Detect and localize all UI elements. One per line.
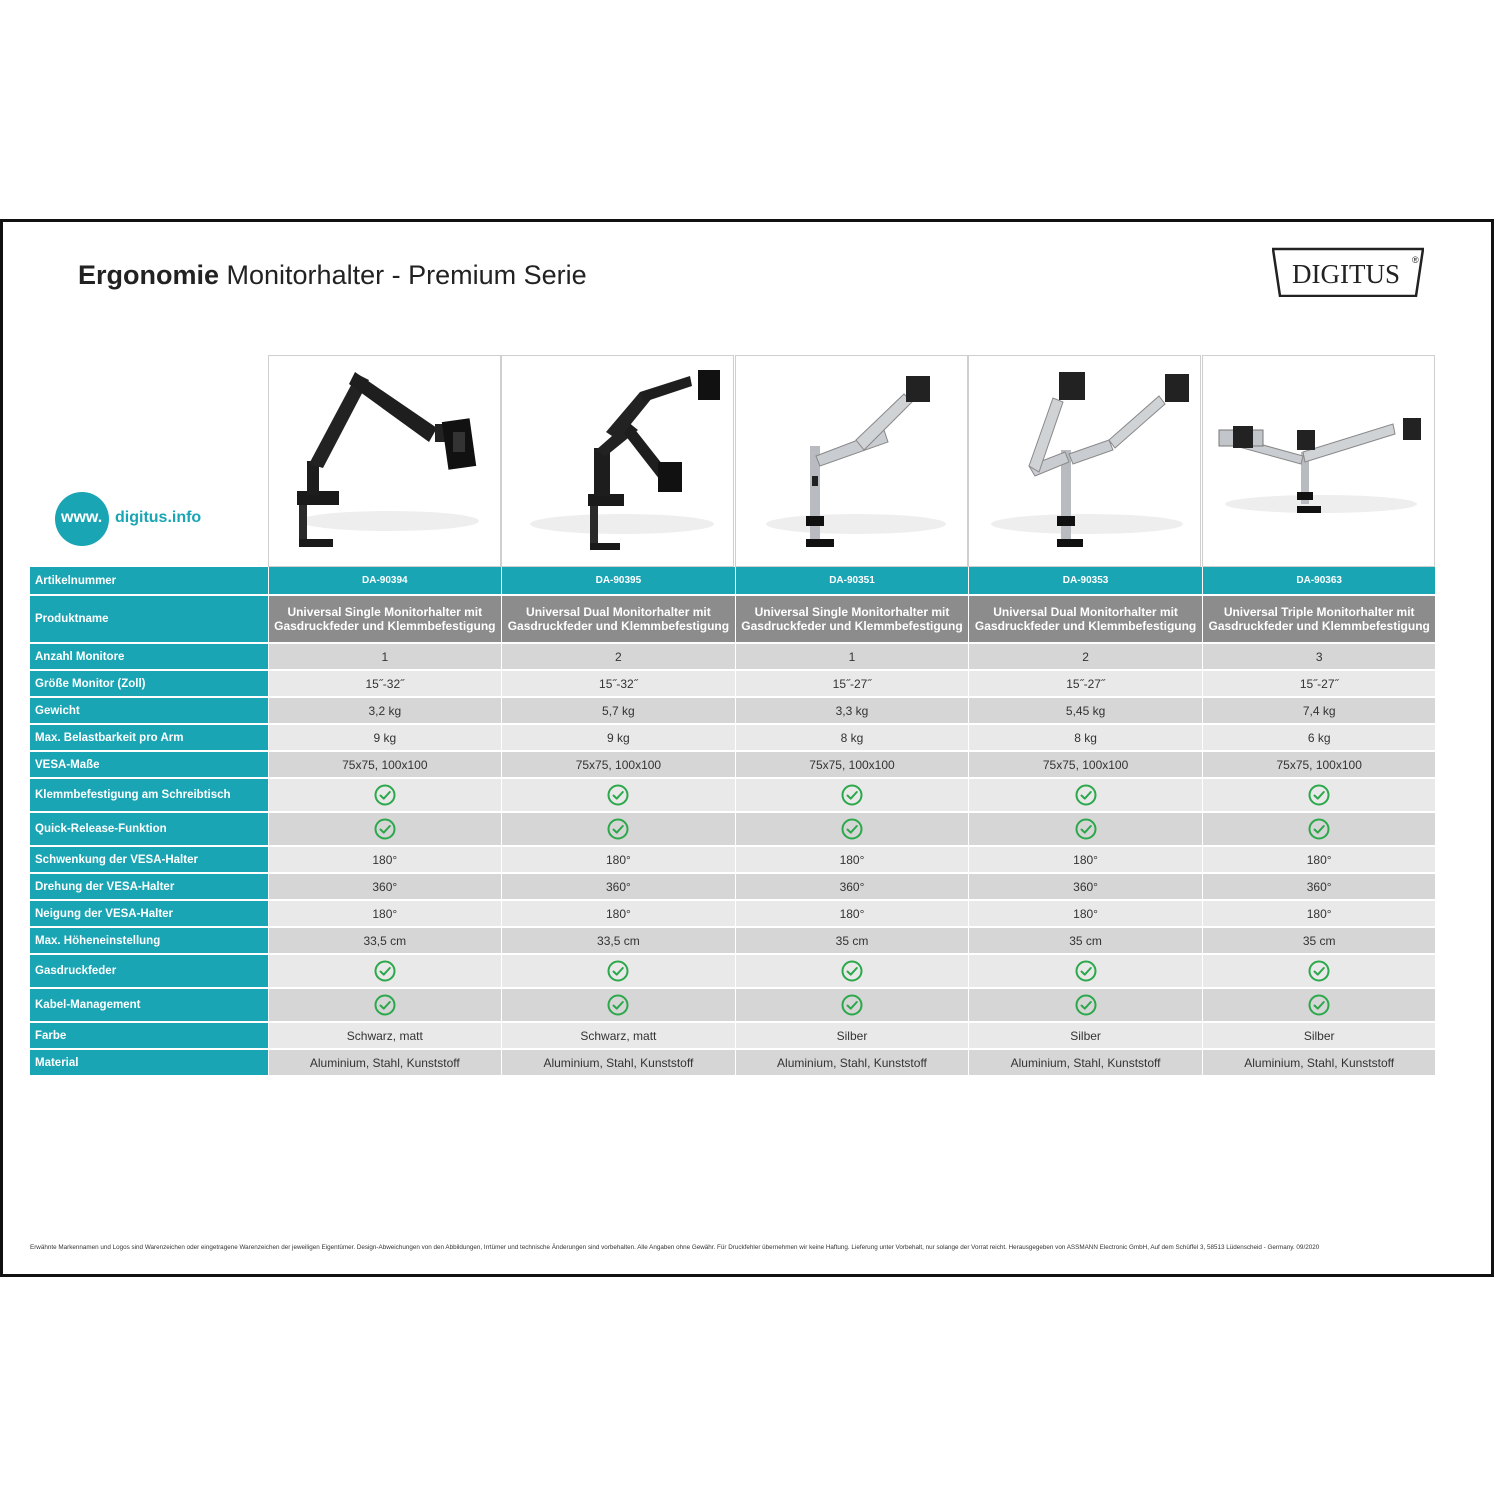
spec-row-label: Kabel-Management [30,988,268,1022]
spec-row [30,954,1436,988]
spec-row-label: Neigung der VESA-Halter [30,900,268,927]
spec-cell-value: 3,2 kg [268,697,502,724]
check-circle-icon [841,960,863,982]
spec-cell-check [735,778,969,812]
spec-cell-value: 7,4 kg [1202,697,1436,724]
check-circle-icon [841,994,863,1016]
check-circle-icon [374,818,396,840]
spec-row [30,724,1436,751]
spec-cell-value: 3,3 kg [735,697,969,724]
check-circle-icon [1075,818,1097,840]
check-circle-icon [374,960,396,982]
spec-cell-value: DA-90351 [735,567,969,595]
spec-row-label: VESA-Maße [30,751,268,778]
spec-cell-value: 180° [268,900,502,927]
spec-cell-value: Silber [969,1022,1203,1049]
spec-cell-value: 180° [268,846,502,873]
check-circle-icon [607,784,629,806]
spec-cell-value: 75x75, 100x100 [502,751,736,778]
spec-cell-value: 15˝-32˝ [268,670,502,697]
spec-cell-value: 180° [502,846,736,873]
spec-row-label: Produktname [30,595,268,643]
spec-cell-value: 180° [1202,900,1436,927]
spec-cell-value: 75x75, 100x100 [268,751,502,778]
spec-cell-value: Aluminium, Stahl, Kunststoff [1202,1049,1436,1076]
spec-cell-value: 33,5 cm [268,927,502,954]
spec-cell-value: Schwarz, matt [268,1022,502,1049]
spec-row [30,751,1436,778]
spec-cell-value: 9 kg [502,724,736,751]
spec-cell-value: 8 kg [735,724,969,751]
brand-registered-mark: ® [1412,255,1419,265]
spec-cell-value: 75x75, 100x100 [969,751,1203,778]
spec-cell-check [268,954,502,988]
spec-cell-check [502,778,736,812]
spec-cell-check [502,988,736,1022]
spec-cell-value: Silber [735,1022,969,1049]
check-circle-icon [607,960,629,982]
spec-cell-value: Aluminium, Stahl, Kunststoff [969,1049,1203,1076]
spec-cell-value: 180° [735,900,969,927]
spec-cell-value: 180° [969,900,1203,927]
check-circle-icon [1308,994,1330,1016]
legal-footer: Erwähnte Markennamen und Logos sind Warenzeichen oder eingetragene Warenzeichen der jeweiligen Eigentümer. Design-Abweichungen von den Abbildungen, Irrtümer und technische Änderungen sind vorbehalten. Alle Angaben ohne Gewähr. Für Druckfehler übernehmen wir keine Haftung. Lieferung unter Vorbehalt, nur solange der Vorrat reicht. Herausgegeben von ASSMANN Electronic GmbH, Auf dem Schüffel 3, 58513 Lüdenscheid - Germany. 09/2020 [30,1244,1320,1251]
spec-row [30,643,1436,670]
product-image-1 [268,355,501,567]
product-image-5 [1202,355,1435,567]
spec-cell-value: Universal Triple Monitorhalter mit Gasdruckfeder und Klemmbefestigung [1202,595,1436,643]
spec-cell-value: 180° [1202,846,1436,873]
spec-cell-value: 2 [502,643,736,670]
check-circle-icon [1075,960,1097,982]
spec-cell-value: 360° [1202,873,1436,900]
spec-row-label: Drehung der VESA-Halter [30,873,268,900]
spec-row-label: Anzahl Monitore [30,643,268,670]
spec-row-label: Schwenkung der VESA-Halter [30,846,268,873]
title-rest: Monitorhalter - Premium Serie [219,260,587,290]
spec-cell-value: 180° [969,846,1203,873]
spec-row-label: Farbe [30,1022,268,1049]
check-circle-icon [841,784,863,806]
spec-cell-value: 5,45 kg [969,697,1203,724]
spec-row-label: Quick-Release-Funktion [30,812,268,846]
check-circle-icon [1308,818,1330,840]
check-circle-icon [374,994,396,1016]
spec-cell-value: 33,5 cm [502,927,736,954]
spec-row-label: Max. Belastbarkeit pro Arm [30,724,268,751]
spec-row [30,846,1436,873]
spec-row-label: Gewicht [30,697,268,724]
brand-name: DIGITUS [1292,259,1400,289]
check-circle-icon [841,818,863,840]
website-prefix: www. [61,509,103,526]
spec-cell-check [268,988,502,1022]
product-image-4 [968,355,1201,567]
spec-row [30,873,1436,900]
spec-row [30,900,1436,927]
spec-cell-value: 15˝-27˝ [1202,670,1436,697]
spec-row [30,1022,1436,1049]
title-bold: Ergonomie [78,260,220,290]
spec-cell-value: 8 kg [969,724,1203,751]
check-circle-icon [1075,994,1097,1016]
spec-cell-value: Universal Dual Monitorhalter mit Gasdruckfeder und Klemmbefestigung [502,595,736,643]
check-circle-icon [607,994,629,1016]
spec-cell-value: 360° [735,873,969,900]
spec-row-label: Gasdruckfeder [30,954,268,988]
spec-row [30,670,1436,697]
spec-cell-check [1202,988,1436,1022]
spec-cell-value: 75x75, 100x100 [1202,751,1436,778]
check-circle-icon [374,784,396,806]
spec-cell-check [969,778,1203,812]
spec-row-label: Klemmbefestigung am Schreibtisch [30,778,268,812]
website-domain: digitus.info [115,509,202,526]
spec-cell-value: Aluminium, Stahl, Kunststoff [502,1049,736,1076]
spec-cell-value: Aluminium, Stahl, Kunststoff [735,1049,969,1076]
spec-cell-check [735,954,969,988]
spec-cell-value: Silber [1202,1022,1436,1049]
spec-cell-value: DA-90363 [1202,567,1436,595]
spec-cell-value: Universal Dual Monitorhalter mit Gasdruckfeder und Klemmbefestigung [969,595,1203,643]
spec-cell-value: DA-90395 [502,567,736,595]
silver-dual-monitor-arm-image [969,356,1202,568]
spec-cell-value: 1 [268,643,502,670]
spec-cell-check [1202,954,1436,988]
spec-cell-value: 3 [1202,643,1436,670]
spec-cell-value: 2 [969,643,1203,670]
spec-row [30,595,1436,643]
spec-cell-check [735,988,969,1022]
spec-cell-value: Aluminium, Stahl, Kunststoff [268,1049,502,1076]
spec-row-label: Größe Monitor (Zoll) [30,670,268,697]
spec-cell-value: 180° [502,900,736,927]
spec-cell-value: 75x75, 100x100 [735,751,969,778]
spec-cell-value: 5,7 kg [502,697,736,724]
spec-cell-value: DA-90394 [268,567,502,595]
spec-cell-check [268,778,502,812]
spec-cell-check [969,954,1203,988]
black-dual-monitor-arm-image [502,356,735,568]
spec-cell-value: 180° [735,846,969,873]
page-title [78,260,587,291]
spec-row [30,812,1436,846]
spec-row [30,988,1436,1022]
spec-cell-value: Schwarz, matt [502,1022,736,1049]
spec-cell-value: 35 cm [969,927,1203,954]
silver-single-monitor-arm-image [736,356,969,568]
check-circle-icon [607,818,629,840]
spec-cell-value: 35 cm [1202,927,1436,954]
check-circle-icon [1075,784,1097,806]
product-image-2 [501,355,734,567]
spec-cell-value: Universal Single Monitorhalter mit Gasdruckfeder und Klemmbefestigung [268,595,502,643]
spec-row [30,778,1436,812]
spec-cell-value: 360° [268,873,502,900]
silver-triple-monitor-arm-image [1203,356,1436,568]
spec-cell-value: Universal Single Monitorhalter mit Gasdruckfeder und Klemmbefestigung [735,595,969,643]
spec-row [30,697,1436,724]
spec-cell-value: 35 cm [735,927,969,954]
spec-cell-value: 360° [969,873,1203,900]
spec-row-label: Max. Höheneinstellung [30,927,268,954]
spec-cell-value: 6 kg [1202,724,1436,751]
spec-cell-value: DA-90353 [969,567,1203,595]
spec-table [30,567,1436,1077]
spec-row [30,1049,1436,1076]
spec-cell-value: 9 kg [268,724,502,751]
digitus-logo [1272,247,1424,297]
spec-cell-check [502,812,736,846]
check-circle-icon [1308,960,1330,982]
spec-row-label: Artikelnummer [30,567,268,595]
spec-cell-value: 1 [735,643,969,670]
spec-cell-value: 15˝-27˝ [735,670,969,697]
check-circle-icon [1308,784,1330,806]
black-single-monitor-arm-image [269,356,502,568]
spec-cell-value: 360° [502,873,736,900]
spec-row-label: Material [30,1049,268,1076]
spec-cell-check [969,812,1203,846]
spec-cell-check [502,954,736,988]
spec-cell-value: 15˝-32˝ [502,670,736,697]
spec-cell-check [969,988,1203,1022]
product-image-3 [735,355,968,567]
spec-row [30,567,1436,595]
spec-cell-value: 15˝-27˝ [969,670,1203,697]
spec-cell-check [735,812,969,846]
spec-cell-check [1202,812,1436,846]
spec-cell-check [268,812,502,846]
spec-cell-check [1202,778,1436,812]
spec-row [30,927,1436,954]
